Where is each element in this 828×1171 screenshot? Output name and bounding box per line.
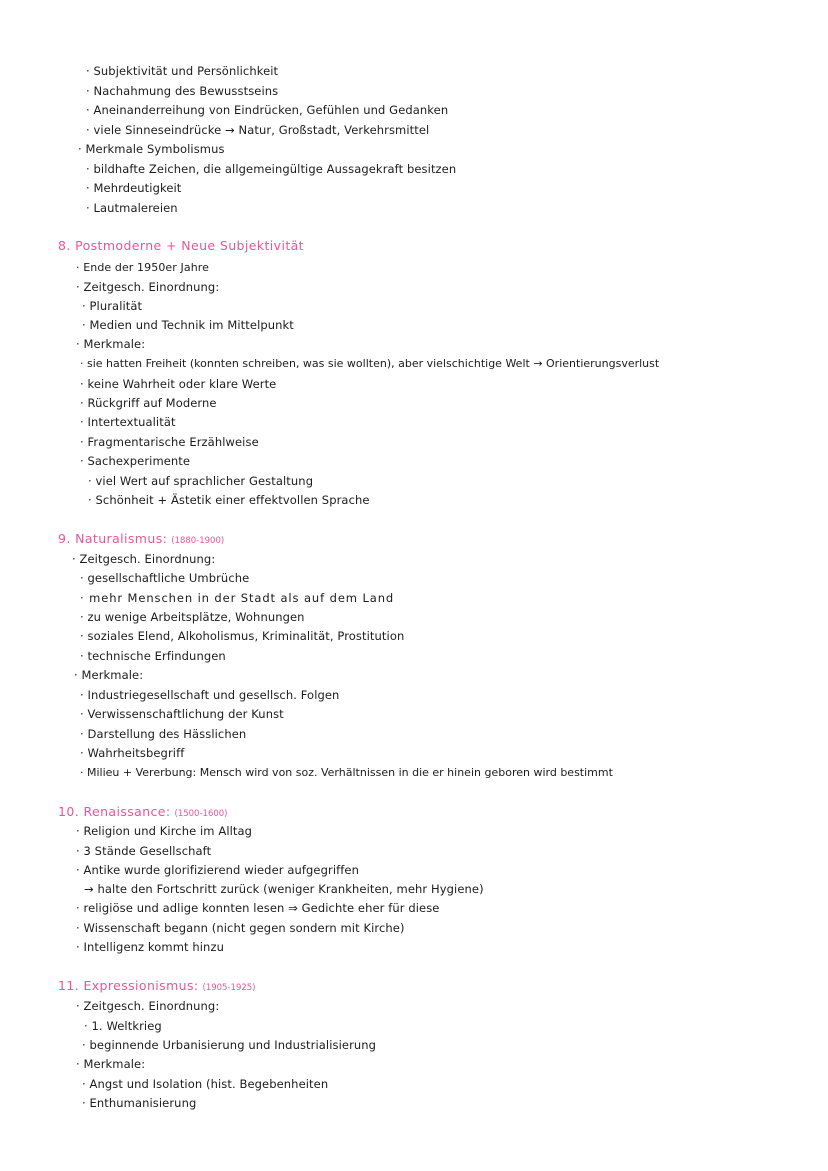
list-item: · gesellschaftliche Umbrüche [80, 571, 250, 585]
section-heading-naturalismus [58, 531, 224, 549]
list-item: · Wahrheitsbegriff [80, 746, 185, 760]
list-item: · Sachexperimente [80, 454, 191, 468]
list-item: · Wissenschaft begann (nicht gegen sondern mit Kirche) [76, 921, 405, 935]
list-item: · viele Sinneseindrücke → Natur, Großstadt, Verkehrsmittel [86, 123, 430, 137]
list-item: · Industriegesellschaft und gesellsch. Folgen [80, 688, 340, 702]
list-item: · Ende der 1950er Jahre [76, 261, 210, 274]
list-item: · 1. Weltkrieg [84, 1019, 162, 1033]
list-item: · Schönheit + Ästetik einer effektvollen Sprache [88, 493, 370, 507]
section-title: 10. Renaissance: [58, 804, 171, 819]
list-item: · Enthumanisierung [82, 1096, 197, 1110]
section-title: 11. Expressionismus: [58, 978, 199, 993]
list-item: · Merkmale: [74, 668, 144, 682]
list-item: · Intertextualität [80, 415, 176, 429]
section-years: (1880-1900) [171, 536, 225, 546]
list-item: · Lautmalereien [86, 201, 178, 215]
list-item: · beginnende Urbanisierung und Industrialisierung [82, 1038, 377, 1052]
list-item: · Merkmale: [76, 1057, 146, 1071]
list-item: · Zeitgesch. Einordnung: [76, 280, 220, 294]
list-item: · bildhafte Zeichen, die allgemeingültige Aussagekraft besitzen [86, 162, 457, 176]
section-title: 9. Naturalismus: [58, 531, 168, 546]
list-item: · sie hatten Freiheit (konnten schreiben, was sie wollten), aber vielschichtige Welt → Orientierungsverlust [80, 357, 660, 370]
list-item: · soziales Elend, Alkoholismus, Kriminalität, Prostitution [80, 629, 405, 643]
list-item: · Fragmentarische Erzählweise [80, 435, 259, 449]
list-item: · Merkmale: [76, 337, 146, 351]
list-item: · Mehrdeutigkeit [86, 181, 182, 195]
list-item: · 3 Stände Gesellschaft [76, 844, 212, 858]
list-item: · Pluralität [82, 299, 143, 313]
list-item: · Darstellung des Hässlichen [80, 727, 247, 741]
list-item: · Merkmale Symbolismus [78, 142, 225, 156]
list-item: · religiöse und adlige konnten lesen ⇒ Gedichte eher für diese [76, 901, 440, 915]
list-item: · Milieu + Vererbung: Mensch wird von soz. Verhältnissen in die er hinein geboren wird bestimmt [80, 766, 613, 779]
list-item: · technische Erfindungen [80, 649, 226, 663]
list-item: · Nachahmung des Bewusstseins [86, 84, 279, 98]
list-item: · Rückgriff auf Moderne [80, 396, 217, 410]
list-item: · Antike wurde glorifizierend wieder aufgegriffen [76, 863, 359, 877]
section-heading-expressionismus [58, 978, 255, 996]
list-item: · Aneinanderreihung von Eindrücken, Gefühlen und Gedanken [86, 103, 449, 117]
section-years: (1905-1925) [202, 983, 256, 993]
list-item: → halte den Fortschritt zurück (weniger Krankheiten, mehr Hygiene) [84, 882, 484, 896]
list-item: · Zeitgesch. Einordnung: [76, 999, 220, 1013]
list-item: · Subjektivität und Persönlichkeit [86, 64, 279, 78]
list-item: · viel Wert auf sprachlicher Gestaltung [88, 474, 314, 488]
list-item: · Religion und Kirche im Alltag [76, 824, 253, 838]
section-heading-postmoderne [58, 238, 304, 254]
list-item: · keine Wahrheit oder klare Werte [80, 377, 277, 391]
list-item: · mehr Menschen in der Stadt als auf dem Land [80, 591, 395, 605]
section-title: 8. Postmoderne + Neue Subjektivität [58, 238, 304, 253]
list-item: · Intelligenz kommt hinzu [76, 940, 224, 954]
list-item: · Verwissenschaftlichung der Kunst [80, 707, 284, 721]
section-years: (1500-1600) [174, 809, 228, 819]
list-item: · Medien und Technik im Mittelpunkt [82, 318, 294, 332]
list-item: · zu wenige Arbeitsplätze, Wohnungen [80, 610, 305, 624]
list-item: · Zeitgesch. Einordnung: [72, 552, 216, 566]
section-heading-renaissance [58, 804, 227, 822]
list-item: · Angst und Isolation (hist. Begebenheiten [82, 1077, 329, 1091]
